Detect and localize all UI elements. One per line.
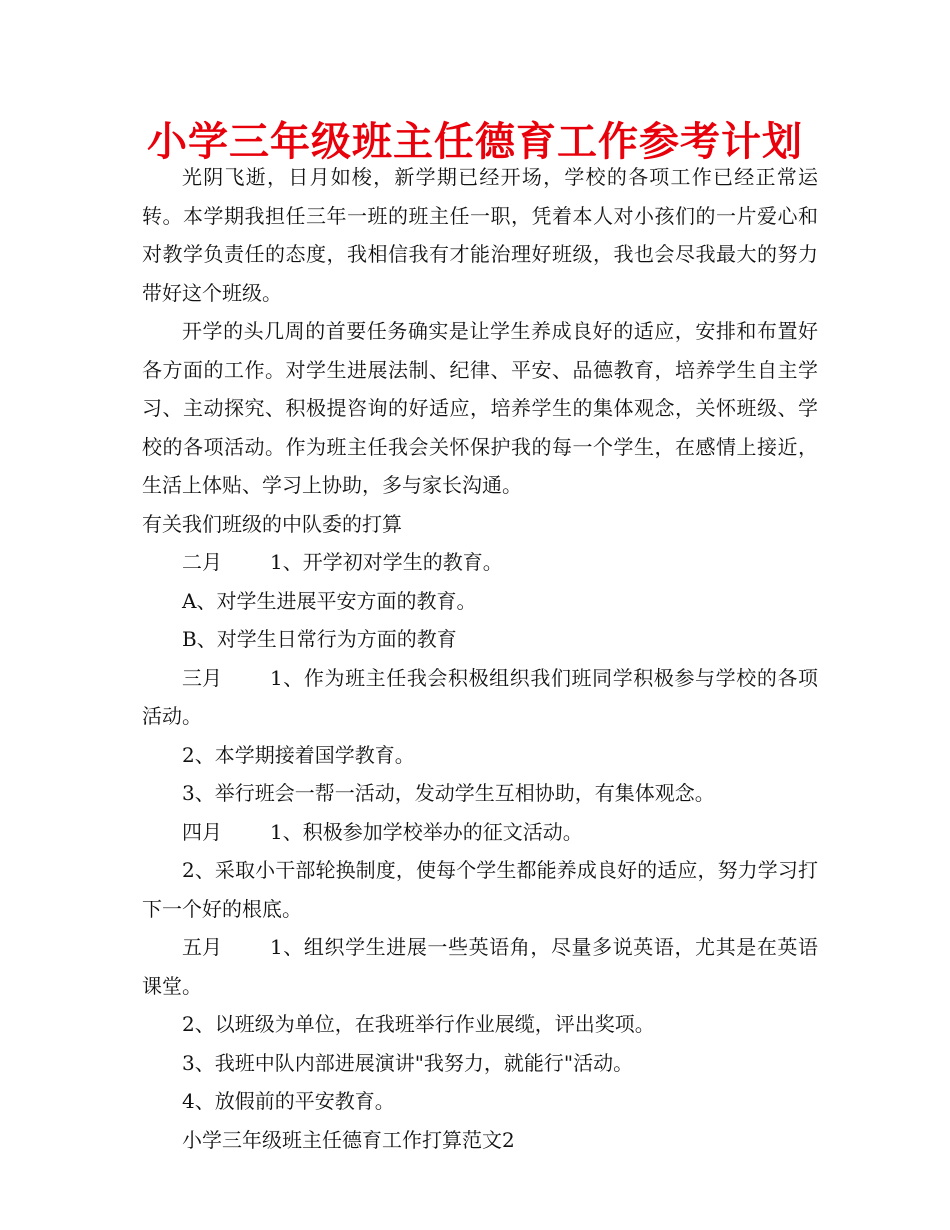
plan-may-item-1 bbox=[142, 928, 818, 1005]
document-body bbox=[142, 158, 818, 1159]
month-label-april: 四月 bbox=[182, 819, 222, 844]
month-label-february: 二月 bbox=[182, 550, 222, 574]
paragraph-intro: 光阴飞逝，日月如梭，新学期已经开场，学校的各项工作已经正常运转。本学期我担任三年一班的班主任一职，凭着本人对小孩们的一片爱心和对教学负责任的态度，我相信我有才能治理好班级，我也会尽我最大的努力带好这个班级。 bbox=[142, 165, 818, 305]
plan-item-text: 1、开学初对学生的教育。 bbox=[270, 550, 503, 574]
plan-item-text: 1、作为班主任我会积极组织我们班同学积极参与学校的各项活动。 bbox=[142, 665, 818, 728]
plan-item-text: 1、组织学生进展一些英语角，尽量多说英语，尤其是在英语课堂。 bbox=[142, 935, 818, 998]
paragraph-first-weeks: 开学的头几周的首要任务确实是让学生养成良好的适应，安排和布置好各方面的工作。对学生进展法制、纪律、平安、品德教育，培养学生自主学习、主动探究、积极提咨询的好适应，培养学生的集体观念，关怀班级、学校的各项活动。作为班主任我会关怀保护我的每一个学生，在感情上接近，生活上体贴、学习上协助，多与家长沟通。 bbox=[142, 319, 818, 497]
plan-february-item-b: B、对学生日常行为方面的教育 bbox=[182, 627, 457, 651]
plan-may-item-2: 2、以班级为单位，在我班举行作业展缆，评出奖项。 bbox=[182, 1012, 655, 1036]
plan-may-item-4: 4、放假前的平安教育。 bbox=[182, 1089, 395, 1113]
paragraph-next-sample-title: 小学三年级班主任德育工作打算范文2 bbox=[182, 1127, 515, 1152]
paragraph-squad-plan-heading: 有关我们班级的中队委的打算 bbox=[142, 511, 402, 536]
month-label-march: 三月 bbox=[182, 665, 222, 690]
plan-item-text: 1、积极参加学校举办的征文活动。 bbox=[270, 819, 583, 844]
document-title: 小学三年级班主任德育工作参考计划 bbox=[147, 119, 803, 165]
plan-may-item-3: 3、我班中队内部进展演讲"我努力，就能行"活动。 bbox=[182, 1050, 634, 1075]
plan-february-item-1 bbox=[142, 543, 818, 582]
plan-march-item-1 bbox=[142, 659, 818, 736]
plan-april-item-2: 2、采取小干部轮换制度，使每个学生都能养成良好的适应，努力学习打下一个好的根底。 bbox=[142, 858, 818, 921]
month-label-may: 五月 bbox=[182, 935, 222, 959]
plan-march-item-3: 3、举行班会一帮一活动，发动学生互相协助，有集体观念。 bbox=[182, 781, 715, 805]
plan-march-item-2: 2、本学期接着国学教育。 bbox=[182, 742, 415, 767]
plan-february-item-a: A、对学生进展平安方面的教育。 bbox=[182, 588, 477, 613]
plan-april-item-1 bbox=[142, 813, 818, 852]
